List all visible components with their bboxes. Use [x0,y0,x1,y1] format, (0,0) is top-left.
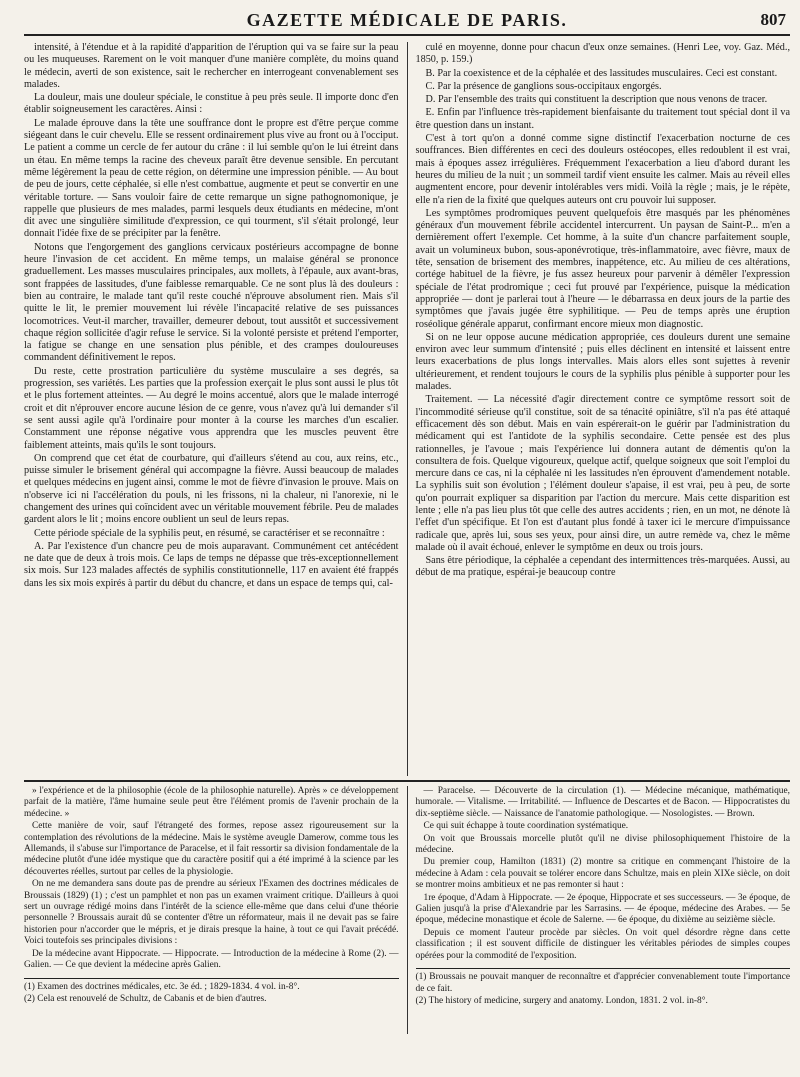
main-left-column [24,42,399,776]
paragraph: Notons que l'engorgement des ganglions cervicaux postérieurs accompagne de bonne heure l'invasion de cet accident. En même temps, un malaise général se prononce graduellement. Les masses musculaires principales, aux mollets, à l'épaule, aux avant-bras, sont frappées de lassitudes, d'une faiblesse remarquable. Ce ne sont plus là des douleurs : bien au contraire, le malade tant qu'il reste couché n'éprouve absolument rien. Mais s'il quitte le lit, le premier mouvement lui révèle l'incapacité relative de ses puissances locomotrices. Veut-il marcher, travailler, demeurer debout, tout aussitôt et successivement chaque région sollicitée d'agir refuse le service. Si la volonté persiste et prétend l'emporter, la fatigue se change en une sensation plus pénible, et des crampes douloureuses commandent définitivement le repos. [24,241,399,364]
paragraph: intensité, à l'étendue et à la rapidité d'apparition de l'éruption qui va se faire sur la peau ou les muqueuses. Rarement on le voit manquer d'une manière complète, du moins quand le médecin, averti de son existence, sait le rechercher en interrogeant convenablement ses malades. [24,42,399,90]
paragraph: On voit que Broussais morcelle plutôt qu'il ne divise philosophiquement l'histoire de la médecine. [415,833,790,856]
footnote-divider [416,968,791,969]
paragraph: On comprend que cet état de courbature, qui d'ailleurs s'étend au cou, aux reins, etc., puisse simuler le brisement général qui accompagne la fièvre. Aussi beaucoup de malades et quelques médecins en jugent ainsi, comme le mot de fièvre d'invasion le prouve. Mais on n'observe ici ni l'accélération du pouls, ni les frissons, ni la chaleur, ni l'anorexie, ni le changement des urines qui coïncident avec un véritable mouvement fébrile. Peu de malades gardent alors le lit ; moins encore oublient un seul de leurs repas. [24,452,399,526]
lower-right-column [416,786,791,1034]
paragraph: — Paracelse. — Découverte de la circulation (1). — Médecine mécanique, mathématique, humorale. — Vitalisme. — Irritabilité. — Influence de Descartes et de Bacon. — Hippocratistes du dix-septième siècle. — Naissance de l'anatomie pathologique. — Nosologistes. — Brown. [415,786,790,819]
page-number: 807 [760,10,786,29]
journal-title: GAZETTE MÉDICALE DE PARIS. [246,10,568,30]
paragraph: culé en moyenne, donne pour chacun d'eux onze semaines. (Henri Lee, voy. Gaz. Méd., 1850, p. 159.) [415,42,790,66]
paragraph: A. Par l'existence d'un chancre peu de mois auparavant. Communément cet antécédent ne date que de deux à trois mois. Ce laps de temps ne dépasse que très-exceptionnellement six mois. Sur 123 malades affectés de syphilis constitutionnelle, 117 en avaient été frappés dans les six mois expirés à partir du début du chancre, et dans un espace de temps qui, cal- [24,540,399,589]
paragraph: Les symptômes prodromiques peuvent quelquefois être masqués par les phénomènes généraux d'un mouvement fébrile accidentel intercurrent. Un paysan de Saint-P... m'en a dernièrement offert l'exemple. Cet homme, à la suite d'un chancre parfaitement souple, avait un volumineux bubon, sous-aponévrotique, très-inflammatoire, avec fièvre, maux de tête, sensation de brisement des membres, inappétence, etc. Au milieu de ces altérations, cortége habituel de la fièvre, je fus assez heureux pour parvenir à démêler l'expression spéciale de l'état prodromique ; ceci fut prouvé par l'expérience, puisque la médication appropriée — dont je parlerai tout à l'heure — le débarrassa en deux jours de la partie des symptômes que j'avais jugée être syphilitique. — Peu de temps après une éruption roséolique générale apparut, confirmant encore mieux mon diagnostic. [415,207,790,330]
footnote: (2) The history of medicine, surgery and anatomy. London, 1831. 2 vol. in-8°. [415,995,708,1006]
paragraph: Cette période spéciale de la syphilis peut, en résumé, se caractériser et se reconnaître : [34,527,385,539]
feuilleton [24,786,790,1034]
paragraph: C'est à tort qu'on a donné comme signe distinctif l'exacerbation nocturne de ces souffrances. Bien différentes en ceci des douleurs ostéocopes, elles redoublent il est vrai, mais à époques assez irrégulières. Fréquemment l'exacerbation a lieu d'abord durant les heures du milieu de la nuit ; un sommeil tardif vient ensuite les calmer. Mais au réveil elles augmentent encore, pour devenir intolérables vers midi. Voilà la règle ; mais, je le répète, elle n'a rien de la fixité que quelques auteurs ont cru pouvoir lui supposer. [415,133,790,206]
paragraph: 1re époque, d'Adam à Hippocrate. — 2e époque, Hippocrate et ses successeurs. — 3e époque, de Galien jusqu'à la prise d'Alexandrie par les Sarrasins. — 4e époque, médecine des Arabes. — 5e époque, médecine monastique et école de Salerne. — 6e époque, du dixième au seizième siècle. [415,892,790,926]
paragraph: Traitement. — La nécessité d'agir directement contre ce symptôme ressort soit de l'incommodité sérieuse qu'il constitue, soit de sa ténacité opiniâtre, s'il n'a pas été attaqué efficacement dès son début. Mais en vain espérerait-on le guérir par l'administration du médicament qui est l'antidote de la syphilis secondaire. Cette pensée est des plus rationnelles, je l'avoue ; mais l'expérience lui donnera autant de démentis qu'on la consultera de fois. Quelque vigoureux, quelque actif, quelque soigneux que soit l'emploi du mercure dans ce cas, ni la céphalée ni les lassitudes n'en éprouvent d'amendement notable. La syphilis suit son évolution ; l'élément douleur s'apaise, il est vrai, peu à peu, de sorte qu'on pourrait expliquer sa disparition par l'action du mercure. Mais cette disparition est lente ; elle n'a pas lieu plus tôt que celle des autres accidents ; rien, en un mot, ne dénote là l'effet d'un spécifique. Et l'on est d'autant plus fondé à taxer ici le mercure d'impuissance radicale que, après lui, sous ses yeux, pour ainsi dire, un autre remède va, chez le même malade où il avait échoué, enlever le symptôme en deux ou trois jours. [415,394,790,553]
paragraph: Du premier coup, Hamilton (1831) (2) montre sa critique en commençant l'histoire de la médecine à Adam : cela pouvait se tolérer encore dans Schultze, mais en plein XIXe siècle, on doit se montrer moins ambitieux et ne pas remonter si haut : [415,857,790,891]
column-divider [407,786,408,1034]
paragraph: Depuis ce moment l'auteur procède par siècles. On voit quel désordre règne dans cette classification ; il est souvent difficile de distinguer les véritables périodes de simples coupes opérées pour la commodité de l'exposition. [415,927,790,961]
paragraph: C. Par la présence de ganglions sous-occipitaux engorgés. [425,80,662,92]
paragraph: Si on ne leur oppose aucune médication appropriée, ces douleurs durent une semaine environ avec leur summum d'intensité ; puis elles déclinent en intensité et laissent entre leurs exacerbations de plus longs intervalles. Mais alors elles sont sujettes à revenir ultérieurement, et rendent toujours le cours de la syphilis plus pénible à supporter pour les malades. [415,331,790,393]
paragraph: E. Enfin par l'influence très-rapidement bienfaisante du traitement tout spécial dont il va être question dans un instant. [415,107,790,131]
paragraph: La douleur, mais une douleur spéciale, le constitue à peu près seule. Il importe donc d'en établir soigneusement les caractères. Ainsi : [24,92,399,116]
paragraph: On ne me demandera sans doute pas de prendre au sérieux l'Examen des doctrines médicales de Broussais (1829) (1) ; c'est un pamphlet et non pas un examen vraiment critique. D'ailleurs à quoi sert un ouvrage rédigé moins dans l'intérêt de la science elle-même que dans celui d'une théorie personnelle ? Broussais aurait dû se contenter d'être un réformateur, mais il ne devait pas se faire historien pour n'accorder que le mépris, et je dirais presque la haine, à tout ce qui l'avait précédé. Voici toutefois ses principales divisions : [24,879,399,947]
section-divider [24,780,790,782]
page-header [24,6,790,36]
paragraph: » l'expérience et de la philosophie (école de la philosophie naturelle). Après » ce développement parfait de la matière, l'âme humaine seule peut être l'élément promis de l'avenir prochain de la médecine. » [24,786,399,819]
paragraph: Le malade éprouve dans la tête une souffrance dont le propre est d'être perçue comme siégeant dans le cuir chevelu. Elle se ressent ordinairement plus vive au front ou à l'occiput. Le patient a comme un cercle de fer autour du crâne : il lui semble qu'on le lui étreint dans un étau. En même temps la racine des cheveux paraît être devenue sensible. En percutant même légèrement la peau de cette région, on détermine une impression pénible. — Au bout de peu de jours, cette céphalée, si elle n'est combattue, augmente et peut se convertir en une véritable torture. — Sans vouloir faire de cette remarque un signe pathognomonique, je rappelle que plusieurs de mes malades, parmi lesquels deux étudiants en médecine, m'ont dit avec une singulière similitude d'expression, ce qui tourment, s'il s'était prolongé, leur donnait l'idée fixe de se précipiter par la fenêtre. [24,117,399,240]
paragraph: D. Par l'ensemble des traits qui constituent la description que nous venons de tracer. [425,94,768,106]
footnote: (1) Examen des doctrines médicales, etc. 3e éd. ; 1829-1834. 4 vol. in-8°. [24,981,300,992]
footnote-divider [24,978,399,979]
paragraph: De la médecine avant Hippocrate. — Hippocrate. — Introduction de la médecine à Rome (2). — Galien. — Ce que devient la médecine après Galien. [24,948,399,971]
footnote: (2) Cela est renouvelé de Schultz, de Cabanis et de bien d'autres. [24,993,267,1004]
column-divider [407,42,408,776]
paragraph: Ce qui suit échappe à toute coordination systématique. [423,821,629,832]
main-right-column [416,42,791,776]
paragraph: Sans être périodique, la céphalée a cependant des intermittences très-marquées. Aussi, au début de ma pratique, espérai-je beaucoup contre [415,555,790,579]
lower-left-column [24,786,399,1034]
paragraph: Du reste, cette prostration particulière du système musculaire a ses degrés, sa progression, ses variétés. Les parties que la profession exerçait le plus sont aussi le plus tôt et le plus fortement atteintes. — Au degré le moins accentué, alors que le malade interrogé croit et dit n'éprouver encore aucune lésion de ce genre, vous n'avez qu'à lui demander s'il se sent aussi agile qu'à l'ordinaire pour monter à la course les marches d'un escalier. Constamment une réponse négative vous apprendra que les muscles peuvent être faiblement atteints, mais qu'ils le sont toujours. [24,365,399,451]
main-article [24,42,790,776]
paragraph: Cette manière de voir, sauf l'étrangeté des formes, repose assez rigoureusement sur la contemplation des révolutions de la médecine. Mais le système aveugle Damerow, comme tous les Allemands, il s'abuse sur l'importance de Paracelse, et il fait ressortir sa division fondamentale de la médecine plutôt d'une idée mystique que du caractère positif qui a été imprimé à la science par les découvertes réelles, surtout par celles de la physiologie. [24,821,399,877]
paragraph: B. Par la coexistence et de la céphalée et des lassitudes musculaires. Ceci est constant. [425,67,778,79]
footnote: (1) Broussais ne pouvait manquer de reconnaître et d'apprécier convenablement toute l'importance de ce fait. [415,972,790,994]
